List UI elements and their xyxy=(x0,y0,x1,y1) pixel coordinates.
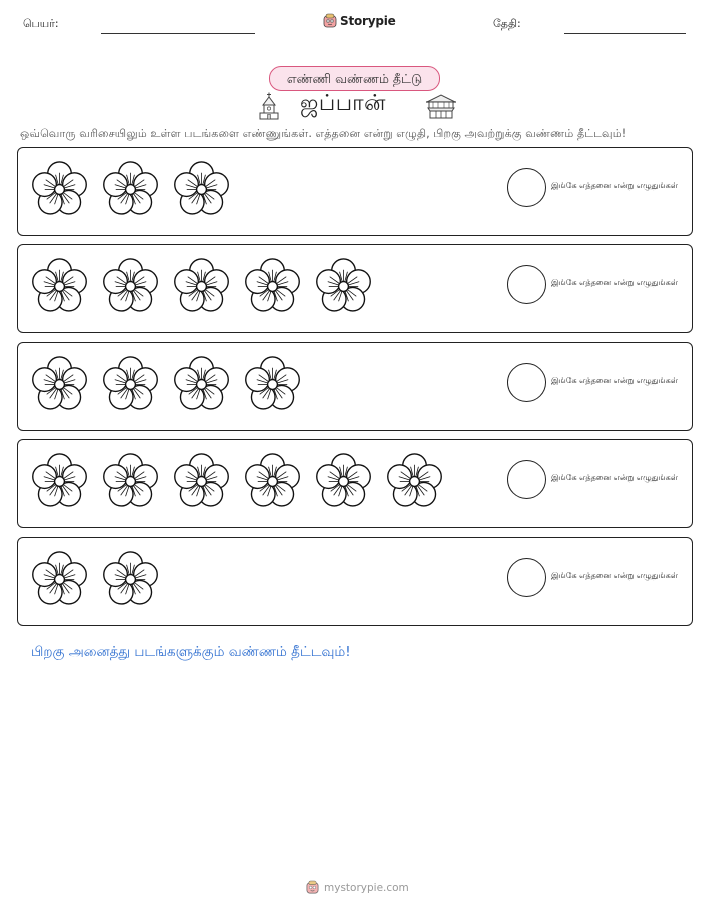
flower-icon[interactable] xyxy=(30,160,89,219)
flower-icon[interactable] xyxy=(314,452,373,511)
brand-name: Storypie xyxy=(340,14,396,28)
flower-icon[interactable] xyxy=(101,452,160,511)
flower-icon[interactable] xyxy=(30,452,89,511)
flower-icon[interactable] xyxy=(30,257,89,316)
answer-label: இங்கே எத்தனை என்று எழுதுங்கள் xyxy=(551,473,678,482)
activity-tag: எண்ணி வண்ணம் தீட்டு xyxy=(269,66,440,91)
church-icon xyxy=(258,92,280,120)
date-label: தேதி: xyxy=(493,17,521,30)
flower-icon[interactable] xyxy=(30,550,89,609)
flower-icon[interactable] xyxy=(243,355,302,414)
storypie-logo-icon xyxy=(323,13,337,29)
flower-icon[interactable] xyxy=(30,355,89,414)
answer-label: இங்கே எத்தனை என்று எழுதுங்கள் xyxy=(551,181,678,190)
count-row-3 xyxy=(17,342,693,431)
flower-icon[interactable] xyxy=(101,355,160,414)
flower-icon[interactable] xyxy=(101,160,160,219)
site-url: mystorypie.com xyxy=(324,881,409,894)
flower-group xyxy=(30,257,373,317)
name-label: பெயர்: xyxy=(23,17,59,30)
flower-icon[interactable] xyxy=(101,550,160,609)
answer-circle[interactable] xyxy=(507,558,546,597)
count-row-1 xyxy=(17,147,693,236)
storypie-logo-icon xyxy=(306,880,319,895)
answer-label: இங்கே எத்தனை என்று எழுதுங்கள் xyxy=(551,571,678,580)
count-row-2 xyxy=(17,244,693,333)
title-row xyxy=(255,92,460,122)
site-footer xyxy=(306,880,409,895)
answer-label: இங்கே எத்தனை என்று எழுதுங்கள் xyxy=(551,376,678,385)
answer-circle[interactable] xyxy=(507,460,546,499)
answer-circle[interactable] xyxy=(507,265,546,304)
flower-icon[interactable] xyxy=(172,257,231,316)
brand xyxy=(323,13,396,29)
answer-label: இங்கே எத்தனை என்று எழுதுங்கள் xyxy=(551,278,678,287)
count-row-5 xyxy=(17,537,693,626)
flower-group xyxy=(30,452,444,512)
name-line xyxy=(101,33,255,34)
flower-icon[interactable] xyxy=(172,355,231,414)
instructions: ஒவ்வொரு வரிசையிலும் உள்ள படங்களை எண்ணுங்கள். எத்தனை என்று எழுதி, பிறகு அவற்றுக்கு வண்ணம் தீட்டவும்! xyxy=(20,127,627,140)
flower-icon[interactable] xyxy=(385,452,444,511)
flower-group xyxy=(30,160,231,220)
flower-group xyxy=(30,550,160,610)
answer-circle[interactable] xyxy=(507,168,546,207)
answer-circle[interactable] xyxy=(507,363,546,402)
flower-icon[interactable] xyxy=(172,452,231,511)
flower-icon[interactable] xyxy=(314,257,373,316)
count-row-4 xyxy=(17,439,693,528)
footer-note: பிறகு அனைத்து படங்களுக்கும் வண்ணம் தீட்டவும்! xyxy=(31,644,351,660)
flower-group xyxy=(30,355,302,415)
house-icon xyxy=(425,93,457,119)
flower-icon[interactable] xyxy=(172,160,231,219)
flower-icon[interactable] xyxy=(243,452,302,511)
date-line xyxy=(564,33,686,34)
flower-icon[interactable] xyxy=(243,257,302,316)
flower-icon[interactable] xyxy=(101,257,160,316)
page-title: ஜப்பான் xyxy=(300,91,386,116)
